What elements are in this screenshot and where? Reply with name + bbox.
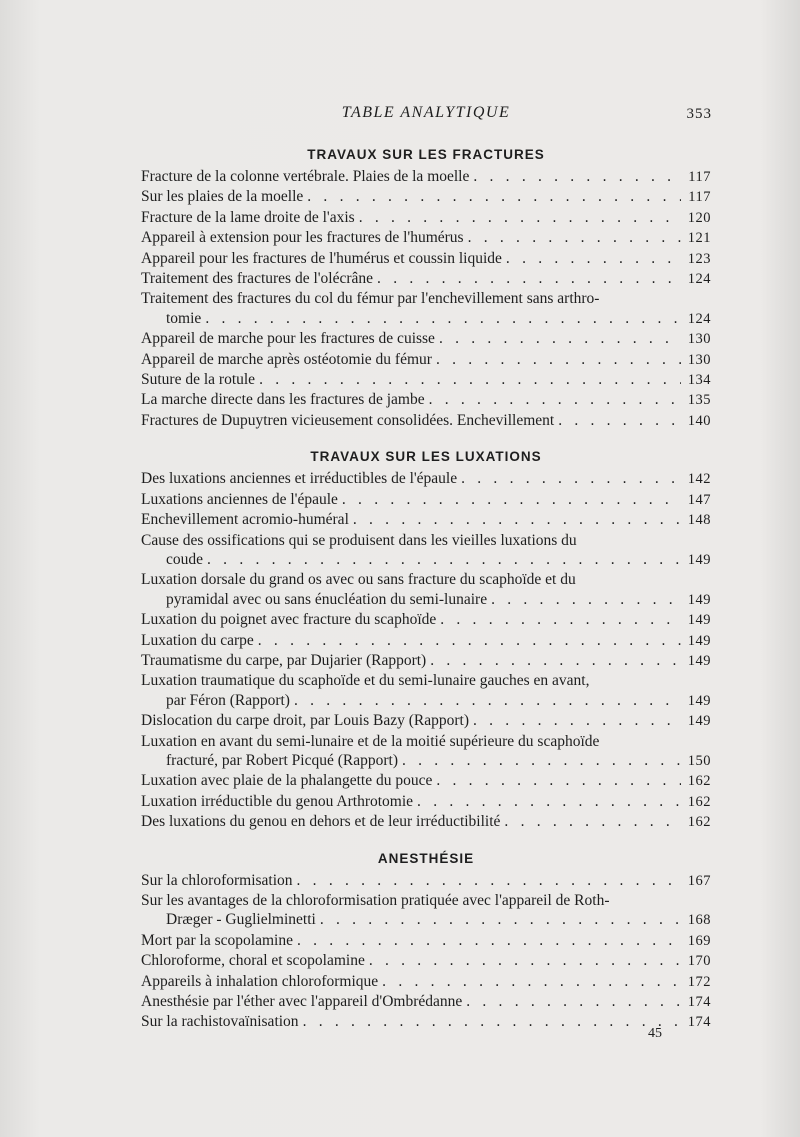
toc-entry <box>141 269 711 289</box>
toc-entry <box>141 570 711 610</box>
toc-entry-line <box>141 711 711 731</box>
dot-leader <box>473 167 681 186</box>
dot-leader <box>504 812 681 831</box>
dot-leader <box>320 910 681 929</box>
dot-leader <box>359 208 681 227</box>
toc-entry <box>141 891 711 931</box>
toc-entry-text: Chloroforme, choral et scopolamine <box>141 952 365 970</box>
toc-entry-line <box>141 550 711 570</box>
dot-leader <box>297 931 681 950</box>
toc-entry <box>141 370 711 390</box>
toc-entry-line <box>141 208 711 228</box>
toc-entry-line <box>141 590 711 610</box>
dot-leader <box>436 771 681 790</box>
dot-leader <box>297 871 681 890</box>
dot-leader <box>402 751 681 770</box>
dot-leader <box>342 490 681 509</box>
toc-entry-text: Sur la rachistovaïnisation <box>141 1013 299 1031</box>
toc-entry-text: Traitement des fractures de l'olécrâne <box>141 270 374 288</box>
toc-entry-text: Suture de la rotule <box>141 371 256 389</box>
toc-entry-line <box>141 411 711 431</box>
toc-page-number: 130 <box>687 351 711 368</box>
toc-page-number: 142 <box>687 471 711 488</box>
toc-page-number: 172 <box>687 973 711 990</box>
toc-entry-text: Appareil pour les fractures de l'humérus et coussin liquide <box>141 249 502 267</box>
toc-page-number: 162 <box>687 814 711 831</box>
toc-entry <box>141 490 711 510</box>
toc-page-number: 174 <box>687 1014 711 1031</box>
dot-leader <box>558 411 681 430</box>
toc-page-number: 120 <box>687 209 711 226</box>
toc-entry-text: Traitement des fractures du col du fémur par l'enchevillement sans arthro- <box>141 290 600 308</box>
toc-entry <box>141 531 711 571</box>
toc-entry-line <box>141 691 711 711</box>
toc-entry-line <box>141 309 711 329</box>
toc-entry <box>141 510 711 530</box>
section-title: TRAVAUX SUR LES LUXATIONS <box>310 449 542 465</box>
toc-entry-line <box>141 972 711 992</box>
toc-entry-text: Des luxations anciennes et irréductibles de l'épaule <box>141 470 458 488</box>
toc-entry-text: Anesthésie par l'éther avec l'appareil d'Ombrédanne <box>141 993 463 1011</box>
dot-leader <box>506 249 681 268</box>
dot-leader <box>382 972 681 991</box>
toc-entry-text: Luxation traumatique du scaphoïde et du semi-lunaire gauches en avant, <box>141 672 590 690</box>
toc-entry <box>141 411 711 431</box>
toc-entry-text: Cause des ossifications qui se produisent dans les vieilles luxations du <box>141 531 577 549</box>
toc-entry-line <box>141 792 711 812</box>
toc-page-number: 148 <box>687 512 711 529</box>
dot-leader <box>430 651 681 670</box>
toc-entry <box>141 931 711 951</box>
toc-entry-text: Traumatisme du carpe, par Dujarier (Rapport) <box>141 651 427 669</box>
toc-entry-text: par Féron (Rapport) <box>166 691 290 709</box>
toc-entry-line <box>141 390 711 410</box>
toc-entry <box>141 469 711 489</box>
toc-entry-line <box>141 510 711 530</box>
dot-leader <box>369 951 681 970</box>
toc-page-number: 149 <box>687 652 711 669</box>
toc-entry-line <box>141 1012 711 1032</box>
toc-page-number: 149 <box>687 591 711 608</box>
running-title: TABLE ANALYTIQUE <box>341 104 511 121</box>
toc-entry-text: Sur les plaies de la moelle <box>141 188 304 206</box>
dot-leader <box>440 610 681 629</box>
toc-entry <box>141 732 711 772</box>
toc-page-number: 140 <box>687 412 711 429</box>
toc-page-number: 149 <box>687 551 711 568</box>
toc-page-number: 167 <box>687 872 711 889</box>
toc-entry-text: Des luxations du genou en dehors et de leur irréductibilité <box>141 813 501 831</box>
toc-entry-text: La marche directe dans les fractures de jambe <box>141 391 425 409</box>
toc-entry-text: Appareil de marche après ostéotomie du fémur <box>141 350 432 368</box>
toc-entry-line <box>141 167 711 187</box>
table-of-contents <box>141 143 711 1033</box>
toc-entry-line <box>141 931 711 951</box>
dot-leader <box>259 370 681 389</box>
toc-page-number: 147 <box>687 491 711 508</box>
dot-leader <box>207 550 681 569</box>
section-title: TRAVAUX SUR LES FRACTURES <box>307 147 545 162</box>
toc-page-number: 117 <box>688 189 711 206</box>
toc-entry-line <box>141 269 711 289</box>
toc-entry-line <box>141 910 711 930</box>
toc-page-number: 162 <box>687 773 711 790</box>
toc-entry-text: Luxation irréductible du genou Arthrotomie <box>141 792 414 810</box>
dot-leader <box>429 390 681 409</box>
dot-leader <box>258 631 681 650</box>
toc-entry-text: Fracture de la lame droite de l'axis <box>141 208 355 226</box>
dot-leader <box>436 350 681 369</box>
dot-leader <box>353 510 681 529</box>
toc-entry-text: Enchevillement acromio-huméral <box>141 511 349 529</box>
toc-entry <box>141 992 711 1012</box>
toc-entry <box>141 972 711 992</box>
toc-entry <box>141 329 711 349</box>
toc-page-number: 162 <box>687 793 711 810</box>
toc-page-number: 130 <box>687 331 711 348</box>
toc-entry-line <box>141 350 711 370</box>
toc-entry <box>141 871 711 891</box>
toc-page-number: 150 <box>687 752 711 769</box>
toc-entry <box>141 812 711 832</box>
toc-entry-line <box>141 329 711 349</box>
section-gap <box>141 431 711 445</box>
page-number: 353 <box>686 106 712 122</box>
dot-leader <box>303 1012 681 1031</box>
toc-entry-line <box>141 469 711 489</box>
toc-page-number: 149 <box>687 713 711 730</box>
toc-entry-text: Luxation du carpe <box>141 631 254 649</box>
toc-entry-text: Luxation du poignet avec fracture du scaphoïde <box>141 611 437 629</box>
toc-entry-text: Appareil à extension pour les fractures de l'humérus <box>141 229 464 247</box>
toc-entry <box>141 390 711 410</box>
toc-entry-text: Fracture de la colonne vertébrale. Plaies de la moelle <box>141 168 470 185</box>
toc-page-number: 149 <box>687 632 711 649</box>
toc-entry <box>141 792 711 812</box>
toc-page-number: 135 <box>687 392 711 409</box>
toc-entry-text: Sur la chloroformisation <box>141 871 293 889</box>
toc-page-number: 121 <box>687 230 711 247</box>
dot-leader <box>461 469 681 488</box>
toc-entry <box>141 671 711 711</box>
toc-page-number: 149 <box>687 612 711 629</box>
toc-page-number: 124 <box>687 271 711 288</box>
section-gap <box>141 833 711 847</box>
toc-entry <box>141 187 711 207</box>
toc-entry-text: Sur les avantages de la chloroformisation pratiquée avec l'appareil de Roth- <box>141 892 610 909</box>
toc-entry-line <box>141 992 711 1012</box>
toc-entry <box>141 228 711 248</box>
toc-page-number: 170 <box>687 953 711 970</box>
dot-leader <box>468 228 681 247</box>
toc-page-number: 123 <box>687 250 711 267</box>
toc-entry <box>141 631 711 651</box>
toc-entry-text: Dræger - Guglielminetti <box>166 911 316 929</box>
dot-leader <box>294 691 681 710</box>
toc-entry-line <box>141 187 711 207</box>
toc-entry-text: Luxations anciennes de l'épaule <box>141 490 338 508</box>
dot-leader <box>491 590 681 609</box>
toc-entry <box>141 651 711 671</box>
toc-page-number: 134 <box>687 372 711 389</box>
toc-page-number: 174 <box>687 994 711 1011</box>
toc-entry-line <box>141 751 711 771</box>
toc-entry-text: pyramidal avec ou sans énucléation du semi-lunaire <box>166 590 488 608</box>
toc-entry-text: Appareils à inhalation chloroformique <box>141 972 379 990</box>
toc-entry-text: tomie <box>166 309 202 327</box>
toc-entry <box>141 1012 711 1032</box>
toc-entry <box>141 350 711 370</box>
toc-page-number: 117 <box>688 169 711 185</box>
dot-leader <box>466 992 681 1011</box>
toc-entry-text: Luxation avec plaie de la phalangette du pouce <box>141 772 433 790</box>
toc-page-number: 169 <box>687 932 711 949</box>
toc-entry <box>141 208 711 228</box>
toc-page-number: 124 <box>687 310 711 327</box>
toc-entry-text: coude <box>166 550 204 568</box>
toc-entry <box>141 249 711 269</box>
toc-entry-line <box>141 249 711 269</box>
toc-entry-line <box>141 871 711 891</box>
toc-entry-line <box>141 370 711 390</box>
dot-leader <box>377 269 681 288</box>
toc-entry-line <box>141 610 711 630</box>
toc-entry <box>141 951 711 971</box>
toc-entry-text: Fractures de Dupuytren vicieusement consolidées. Enchevillement <box>141 411 555 429</box>
toc-entry-line <box>141 651 711 671</box>
toc-entry <box>141 167 711 187</box>
dot-leader <box>417 792 681 811</box>
signature-mark: 45 <box>648 1026 662 1041</box>
dot-leader <box>439 329 681 348</box>
toc-entry-text: Appareil de marche pour les fractures de cuisse <box>141 330 435 348</box>
toc-page-number: 149 <box>687 692 711 709</box>
toc-entry-text: Mort par la scopolamine <box>141 931 293 949</box>
toc-page-number: 168 <box>687 912 711 929</box>
toc-entry-text: Luxation en avant du semi-lunaire et de la moitié supérieure du scaphoïde <box>141 732 600 750</box>
toc-entry-text: fracturé, par Robert Picqué (Rapport) <box>166 751 398 769</box>
dot-leader <box>205 309 681 328</box>
toc-entry-line <box>141 771 711 791</box>
toc-entry-text: Luxation dorsale du grand os avec ou sans fracture du scaphoïde et du <box>141 571 576 589</box>
toc-entry <box>141 711 711 731</box>
toc-entry <box>141 771 711 791</box>
toc-entry-line <box>141 490 711 510</box>
dot-leader <box>473 711 681 730</box>
toc-entry <box>141 610 711 630</box>
toc-entry-line <box>141 631 711 651</box>
toc-entry-line <box>141 812 711 832</box>
toc-entry-line <box>141 951 711 971</box>
toc-entry-line <box>141 228 711 248</box>
running-head <box>140 104 712 124</box>
dot-leader <box>307 187 681 206</box>
toc-entry-text: Dislocation du carpe droit, par Louis Bazy (Rapport) <box>141 712 469 730</box>
toc-entry <box>141 289 711 329</box>
section-title: ANESTHÉSIE <box>377 850 475 866</box>
